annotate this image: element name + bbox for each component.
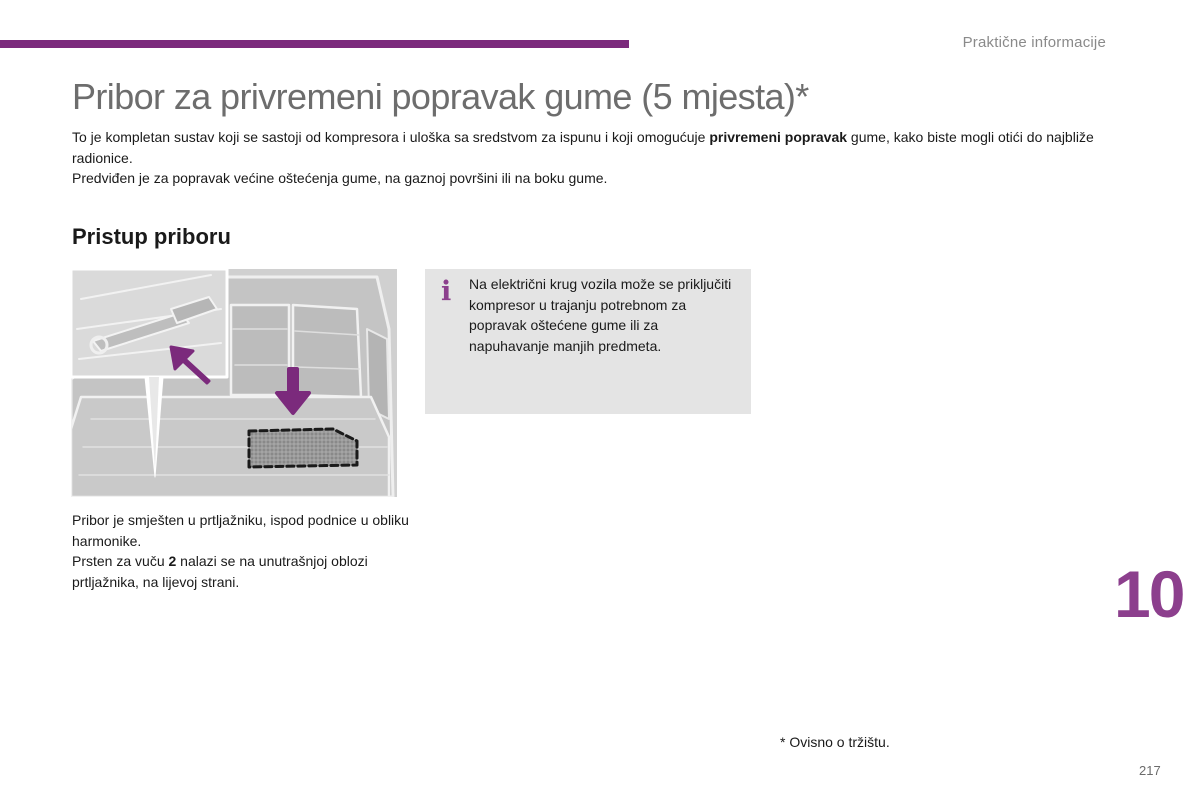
trunk-illustration [71, 269, 397, 497]
intro-paragraph-2: Predviđen je za popravak većine oštećenja gume, na gaznoj površini ili na boku gume. [72, 170, 608, 186]
illustration-caption [72, 510, 412, 592]
header-accent-bar [0, 40, 629, 48]
info-box [425, 269, 751, 414]
caption-paragraph-2: Prsten za vuču 2 nalazi se na unutrašnjoj oblozi prtljažnika, na lijevoj strani. [72, 553, 368, 590]
intro-emphasis: privremeni popravak [709, 129, 848, 145]
caption-paragraph-1: Pribor je smješten u prtljažniku, ispod podnice u obliku harmonike. [72, 512, 409, 549]
intro-paragraph-1: To je kompletan sustav koji se sastoji od kompresora i uloška sa sredstvom za ispunu i koji omogućuje privremeni popravak gume, kako biste mogli otići do najbliže radionice. [72, 129, 1094, 166]
info-icon: i [441, 276, 452, 307]
chapter-number: 10 [1114, 557, 1184, 631]
section-header: Praktične informacije [962, 34, 1106, 51]
intro-text [72, 127, 1112, 189]
section-heading: Pristup priboru [72, 224, 231, 249]
info-text: Na električni krug vozila može se priključiti kompresor u trajanju potrebnom za popravak oštećene gume ili za napuhavanje manjih predmeta. [469, 276, 732, 354]
page-number: 217 [1139, 763, 1161, 778]
caption-emphasis: 2 [168, 553, 177, 569]
page-title: Pribor za privremeni popravak gume (5 mjesta)* [72, 76, 809, 117]
footnote: * Ovisno o tržištu. [780, 734, 890, 750]
